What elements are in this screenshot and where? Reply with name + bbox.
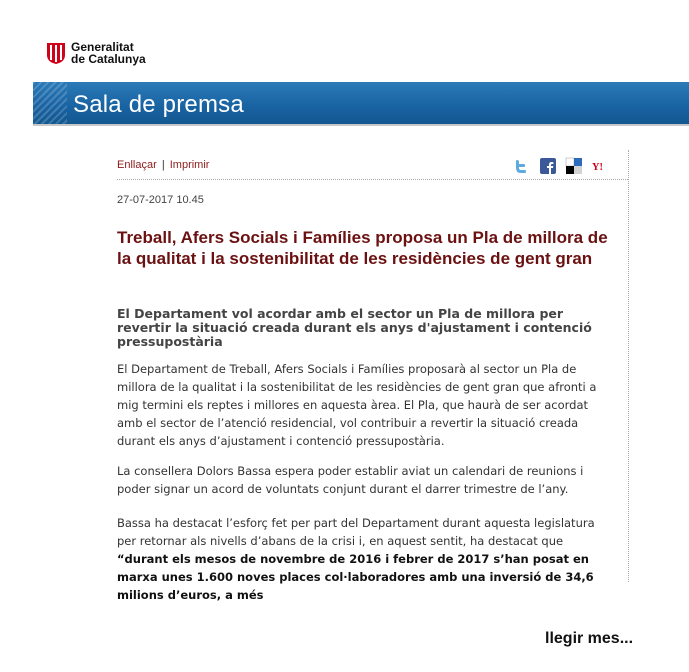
generalitat-logo[interactable]	[45, 41, 146, 65]
logo-text	[71, 41, 146, 65]
share-bar	[514, 158, 608, 174]
press-room-banner	[33, 82, 689, 126]
link-button[interactable]: Enllaçar	[117, 159, 157, 171]
article-paragraph-3	[117, 514, 617, 604]
article-date: 27-07-2017 10.45	[117, 194, 204, 206]
facebook-icon[interactable]	[540, 158, 556, 174]
article-subtitle: El Departament vol acordar amb el sector un Pla de millora per revertir la situació creada durant els anys d'ajustament i contenció pressupostària	[117, 306, 592, 349]
print-button[interactable]: Imprimir	[169, 159, 210, 171]
read-more-link[interactable]: llegir mes...	[545, 630, 634, 647]
article-title: Treball, Afers Socials i Famílies proposa un Pla de millora de la qualitat i la sostenibilitat de les residències de gent gran	[117, 228, 608, 268]
delicious-icon[interactable]	[566, 158, 582, 174]
paragraph-3-text: Bassa ha destacat l’esforç fet per part del Departament durant aquesta legislatura per retornar als nivells d’abans de la crisi i, en aquest sentit, ha destacat que	[117, 516, 595, 548]
logo-line-1: Generalitat	[71, 40, 134, 54]
article-container	[117, 150, 629, 602]
logo-line-2: de Catalunya	[71, 52, 146, 66]
article-paragraph-1: El Departament de Treball, Afers Socials i Famílies proposarà al sector un Pla de millora de la qualitat i la sostenibilitat de les residències de gent gran que afronti a mig termini els reptes i millores en aquesta àrea. El Pla, que haurà de ser acordat amb el sector de l’atenció residencial, vol contribuir a revertir la situació creada durant els anys d’ajustament i contenció pressupostària.	[117, 362, 597, 448]
yahoo-icon[interactable]	[592, 158, 608, 174]
paragraph-3-quote: “durant els mesos de novembre de 2016 i febrer de 2017 s’han posat en marxa unes 1.600 noves places col·laboradores amb una inversió de 34,6 milions d’euros, a més	[117, 552, 594, 602]
svg-text:Y!: Y!	[592, 162, 603, 173]
twitter-icon[interactable]	[514, 158, 530, 174]
article-toolbar	[117, 150, 628, 180]
banner-title: Sala de premsa	[73, 91, 244, 118]
article-actions	[117, 159, 209, 171]
action-separator: |	[161, 159, 165, 171]
banner-decoration	[33, 82, 67, 124]
generalitat-emblem-icon	[45, 41, 67, 65]
article-paragraph-2: La consellera Dolors Bassa espera poder establir aviat un calendari de reunions i poder signar un acord de voluntats conjunt durant el darrer trimestre de l’any.	[117, 464, 584, 496]
